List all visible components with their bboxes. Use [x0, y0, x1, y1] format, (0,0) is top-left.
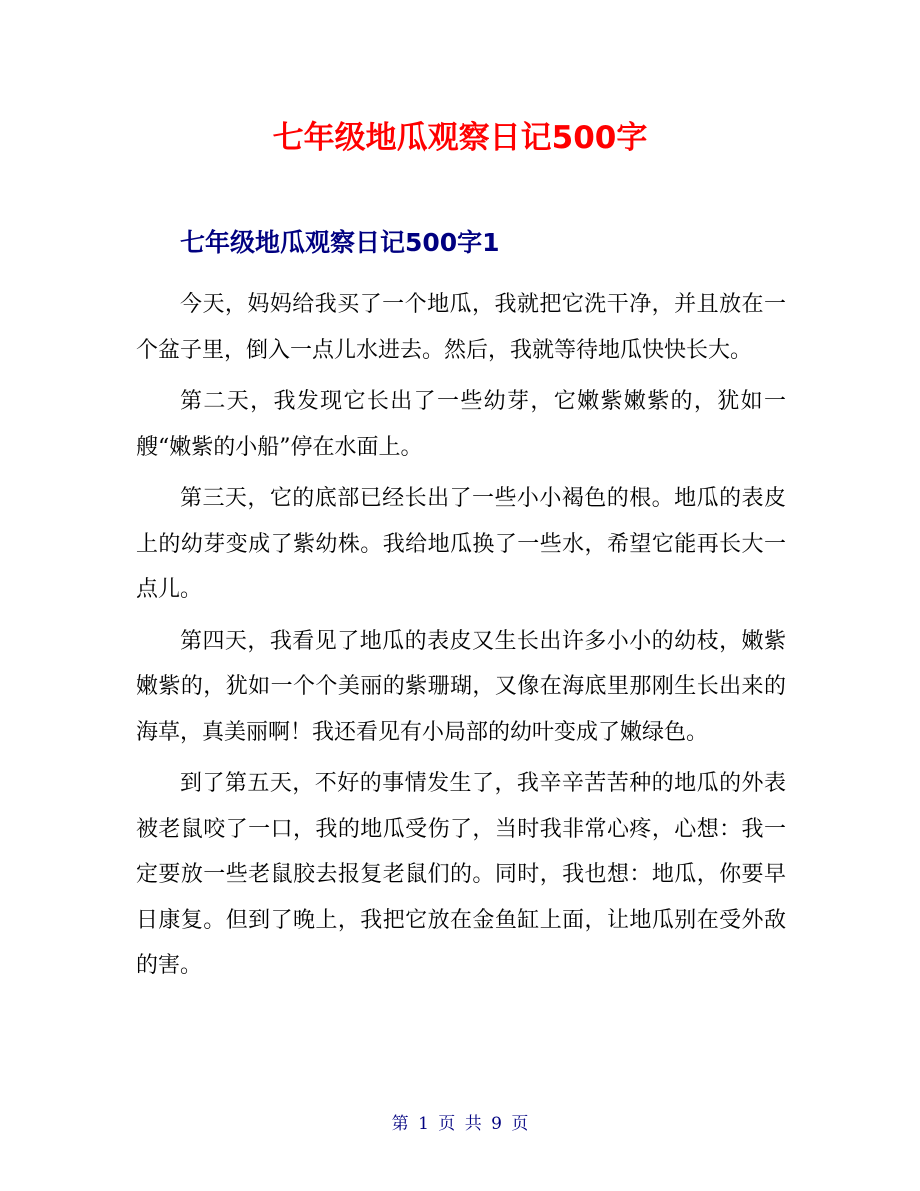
- document-body: [136, 282, 786, 995]
- section-heading: 七年级地瓜观察日记500字1: [180, 228, 500, 257]
- paragraph: 第二天，我发现它长出了一些幼芽，它嫩紫嫩紫的，犹如一艘“嫩紫的小船”停在水面上。: [136, 389, 786, 460]
- paragraph: 第三天，它的底部已经长出了一些小小褐色的根。地瓜的表皮上的幼芽变成了紫幼株。我给地瓜换了一些水，希望它能再长大一点儿。: [136, 486, 786, 602]
- paragraph: 今天，妈妈给我买了一个地瓜，我就把它洗干净，并且放在一个盆子里，倒入一点儿水进去。然后，我就等待地瓜快快长大。: [136, 292, 786, 363]
- paragraph: 第四天，我看见了地瓜的表皮又生长出许多小小的幼枝，嫩紫嫩紫的，犹如一个个美丽的紫珊瑚，又像在海底里那刚生长出来的海草，真美丽啊！我还看见有小局部的幼叶变成了嫩绿色。: [136, 628, 786, 745]
- page-footer: 第 1 页 共 9 页: [391, 1114, 529, 1134]
- document-title: 七年级地瓜观察日记500字: [272, 120, 648, 156]
- paragraph: 到了第五天，不好的事情发生了，我辛辛苦苦种的地瓜的外表被老鼠咬了一口，我的地瓜受伤了，当时我非常心疼，心想：我一定要放一些老鼠胶去报复老鼠们的。同时，我也想：地瓜，你要早日康复。但到了晚上，我把它放在金鱼缸上面，让地瓜别在受外敌的害。: [136, 771, 786, 978]
